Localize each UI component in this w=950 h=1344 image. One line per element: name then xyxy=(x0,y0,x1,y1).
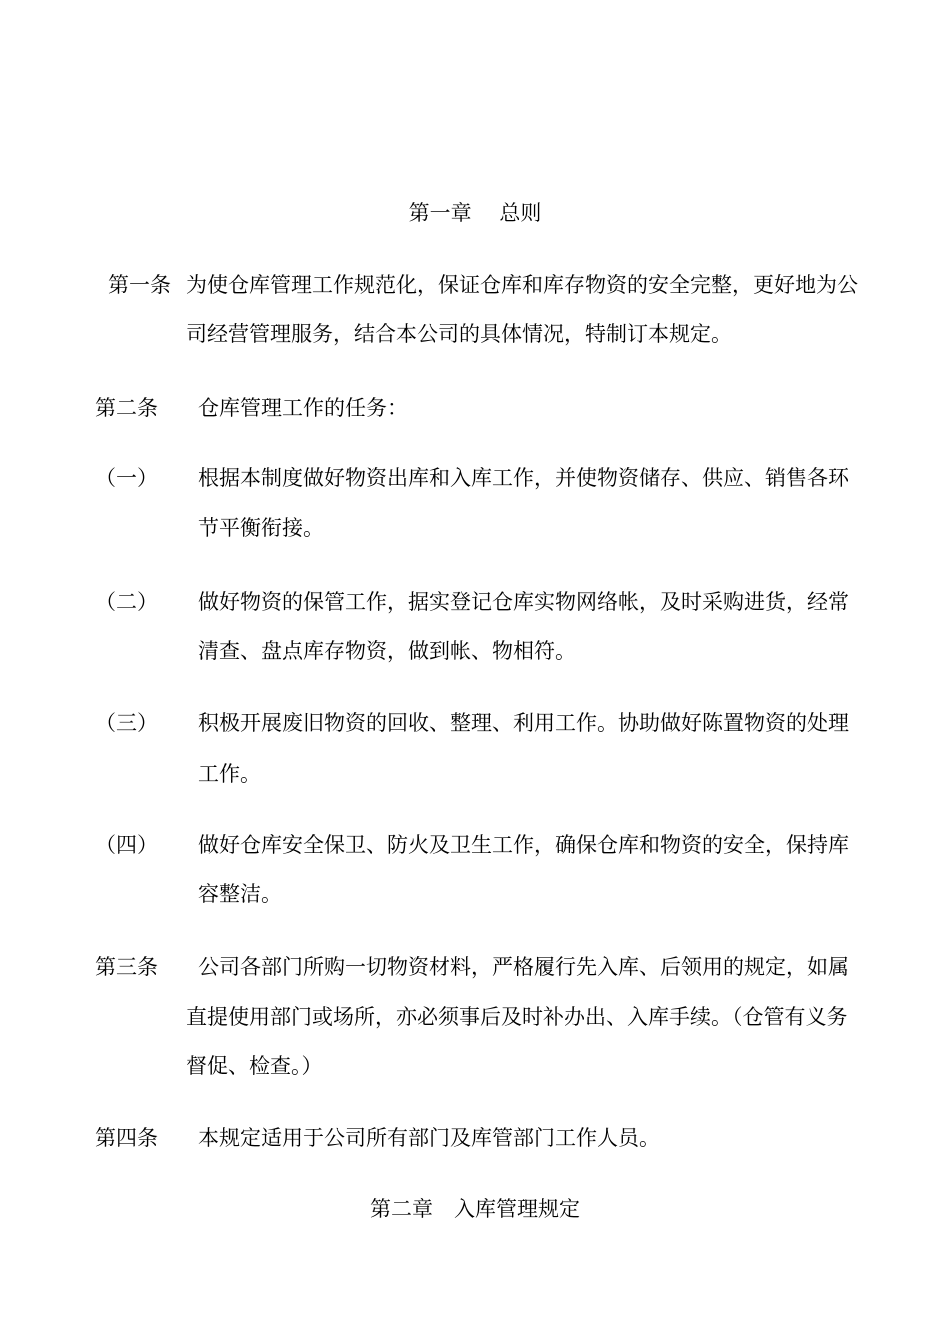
article-4-text: 本规定适用于公司所有部门及库管部门工作人员。 xyxy=(198,1126,660,1150)
item-3-line-2: 工作。 xyxy=(198,762,261,786)
item-3-marker: （三） xyxy=(95,711,158,735)
item-2-line-2: 清查、盘点库存物资，做到帐、物相符。 xyxy=(198,639,576,663)
article-3-line-2: 直提使用部门或场所，亦必须事后及时补办出、入库手续。（仓管有义务 xyxy=(186,1005,848,1029)
article-2-title: 仓库管理工作的任务： xyxy=(198,396,408,420)
article-3-line-1: 公司各部门所购一切物资材料，严格履行先入库、后领用的规定，如属 xyxy=(198,955,849,979)
article-2-label: 第二条 xyxy=(95,396,158,420)
article-1-line-2: 司经营管理服务，结合本公司的具体情况，特制订本规定。 xyxy=(186,322,732,346)
article-1-line-1: 为使仓库管理工作规范化，保证仓库和库存物资的安全完整，更好地为公 xyxy=(186,273,858,297)
article-3-line-3: 督促、检查。） xyxy=(186,1054,323,1078)
article-3-label: 第三条 xyxy=(95,955,158,979)
item-1-line-1: 根据本制度做好物资出库和入库工作，并使物资储存、供应、销售各环 xyxy=(198,466,849,490)
item-3-line-1: 积极开展废旧物资的回收、整理、利用工作。协助做好陈置物资的处理 xyxy=(198,711,849,735)
item-4-line-1: 做好仓库安全保卫、防火及卫生工作，确保仓库和物资的安全，保持库 xyxy=(198,833,849,857)
item-1-line-2: 节平衡衔接。 xyxy=(198,516,324,540)
item-1-marker: （一） xyxy=(95,466,158,490)
chapter-1-heading: 第一章 总则 xyxy=(408,201,542,225)
chapter-2-heading: 第二章 入库管理规定 xyxy=(370,1197,580,1221)
item-2-marker: （二） xyxy=(95,590,158,614)
item-4-marker: （四） xyxy=(95,833,158,857)
article-1-label: 第一条 xyxy=(108,273,171,297)
item-4-line-2: 容整洁。 xyxy=(198,882,282,906)
item-2-line-1: 做好物资的保管工作，据实登记仓库实物网络帐，及时采购进货，经常 xyxy=(198,590,849,614)
article-4-label: 第四条 xyxy=(95,1126,158,1150)
